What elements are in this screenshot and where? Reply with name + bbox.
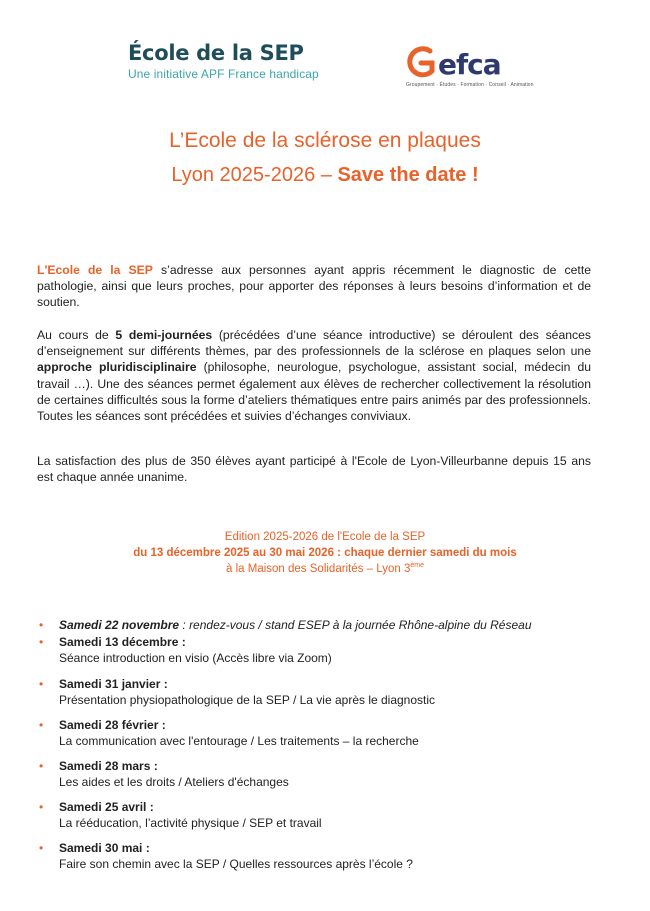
ecole-sep-logo	[128, 40, 319, 81]
edition-location-sup: ème	[410, 562, 424, 570]
ecole-sep-logo-subtitle: Une initiative APF France handicap	[128, 67, 319, 81]
intro-paragraph	[37, 262, 591, 311]
course-half-days: 5 demi-journées	[115, 328, 213, 342]
schedule-desc: Présentation physiopathologique de la SEP / La vie après le diagnostic	[59, 693, 436, 707]
bullet-icon: •	[39, 799, 44, 814]
schedule-desc: Faire son chemin avec la SEP / Quelles ressources après l’école ?	[59, 857, 413, 871]
schedule-item	[37, 799, 597, 832]
intro-highlight: L'Ecole de la SEP	[37, 263, 153, 277]
bullet-icon: •	[39, 717, 44, 732]
subtitle-prefix: Lyon 2025-2026 –	[171, 164, 338, 186]
schedule-list	[37, 617, 597, 873]
schedule-desc: La rééducation, l’activité physique / SEP et travail	[59, 816, 322, 830]
bullet-icon: •	[39, 758, 44, 773]
edition-dates: du 13 décembre 2025 au 30 mai 2026 : chaque dernier samedi du mois	[133, 547, 517, 559]
bullet-icon: •	[39, 634, 44, 649]
schedule-desc: La communication avec l'entourage / Les traitements – la recherche	[59, 734, 419, 748]
course-approach: approche pluridisciplinaire	[37, 360, 197, 375]
subtitle	[0, 162, 650, 188]
schedule-item	[37, 758, 597, 791]
schedule-desc: : rendez-vous / stand ESEP à la journée Rhône-alpine du Réseau	[179, 618, 532, 632]
main-title: L’Ecole de la sclérose en plaques	[169, 129, 481, 152]
subtitle-save-the-date: Save the date !	[337, 164, 479, 186]
edition-line-1: Edition 2025-2026 de l'Ecole de la SEP	[224, 531, 426, 543]
course-paragraph	[37, 327, 591, 424]
schedule-date: Samedi 28 février :	[59, 717, 166, 732]
course-text-a: Au cours de	[37, 328, 116, 342]
intro-text: s’adresse aux personnes ayant appris récemment le diagnostic de cette pathologie, ainsi que leurs proches, pour apporter des réponses à leurs besoins d’information et de soutien.	[37, 263, 591, 310]
schedule-item	[37, 840, 597, 873]
bullet-icon: •	[39, 618, 44, 632]
course-text-e: (philosophe, neurologue, psychologue, assistant social, médecin du travail …). Une des séances permet également aux élèves de rechercher collectivement la résolution de certaines difficultés sous la forme d’ateliers thématiques entre pairs animés par des professionnels. Toutes les séances sont précédées et suivies d’échanges conviviaux.	[37, 360, 591, 424]
edition-location	[0, 561, 650, 577]
schedule-item	[37, 676, 597, 709]
gefca-logo-tagline: Groupement · Études · Formation · Conseil · Animation	[406, 82, 534, 88]
svg-text:efca: efca	[438, 48, 501, 81]
schedule-desc: Séance introduction en visio (Accès libre via Zoom)	[59, 651, 332, 665]
satisfaction-paragraph: La satisfaction des plus de 350 élèves ayant participé à l'Ecole de Lyon-Villeurbanne depuis 15 ans est chaque année unanime.	[37, 454, 591, 485]
schedule-item	[37, 634, 597, 667]
gefca-logo	[406, 45, 546, 88]
schedule-date: Samedi 22 novembre	[59, 618, 180, 632]
ecole-sep-logo-title: École de la SEP	[128, 41, 304, 65]
course-text-c: (précédées d’une séance introductive) se déroulent des séances d’enseignement sur différents thèmes, par des professionnels de la sclérose en plaques selon une	[37, 328, 591, 359]
schedule-date: Samedi 25 avril :	[59, 799, 154, 814]
schedule-date: Samedi 28 mars :	[59, 758, 158, 773]
gefca-logo-wordmark	[406, 45, 538, 81]
bullet-icon: •	[39, 840, 44, 855]
edition-block	[0, 529, 650, 577]
edition-location-text: à la Maison des Solidarités – Lyon 3	[226, 563, 411, 575]
schedule-item-line	[59, 618, 532, 632]
schedule-item	[37, 717, 597, 750]
schedule-date: Samedi 13 décembre :	[59, 634, 186, 649]
schedule-item	[37, 617, 597, 634]
schedule-desc: Les aides et les droits / Ateliers d'échanges	[59, 775, 289, 789]
bullet-icon: •	[39, 676, 44, 691]
schedule-date: Samedi 30 mai :	[59, 840, 150, 855]
schedule-date: Samedi 31 janvier :	[59, 676, 168, 691]
